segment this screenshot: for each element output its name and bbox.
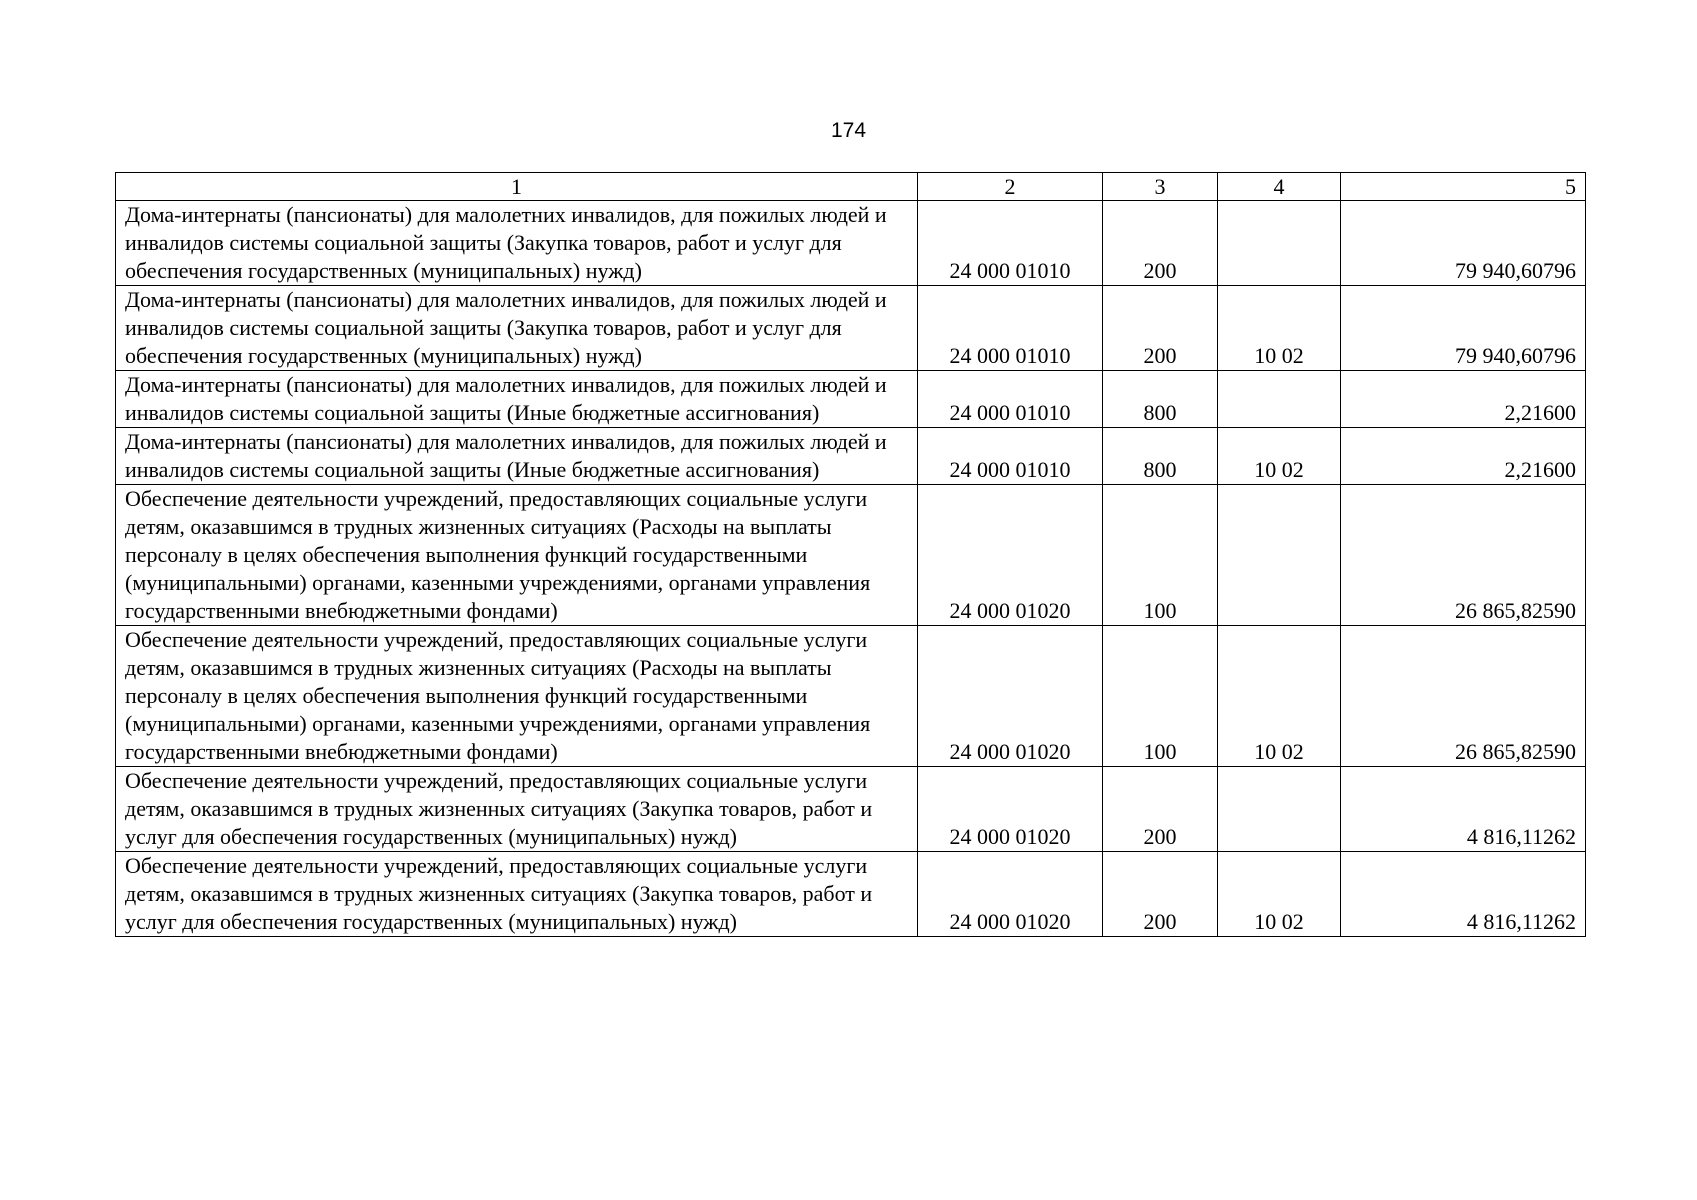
row-amount: 2,21600 (1341, 428, 1586, 485)
table-row (116, 767, 1586, 852)
row-expense-type: 800 (1103, 371, 1218, 428)
row-name: Дома-интернаты (пансионаты) для малолетних инвалидов, для пожилых людей и инвалидов системы социальной защиты (Иные бюджетные ассигнования) (116, 371, 918, 428)
row-section (1218, 767, 1341, 852)
table-row (116, 626, 1586, 767)
row-section: 10 02 (1218, 626, 1341, 767)
row-expense-type: 800 (1103, 428, 1218, 485)
row-code: 24 000 01010 (918, 371, 1103, 428)
row-amount: 4 816,11262 (1341, 767, 1586, 852)
column-header-2: 2 (918, 173, 1103, 201)
row-section: 10 02 (1218, 286, 1341, 371)
row-expense-type: 100 (1103, 626, 1218, 767)
row-amount: 79 940,60796 (1341, 286, 1586, 371)
row-section: 10 02 (1218, 852, 1341, 937)
row-code: 24 000 01020 (918, 485, 1103, 626)
page-number: 174 (830, 119, 867, 142)
row-name: Дома-интернаты (пансионаты) для малолетних инвалидов, для пожилых людей и инвалидов системы социальной защиты (Закупка товаров, работ и услуг для обеспечения государственных (муниципальных) нужд) (116, 201, 918, 286)
row-expense-type: 100 (1103, 485, 1218, 626)
row-expense-type: 200 (1103, 767, 1218, 852)
row-expense-type: 200 (1103, 852, 1218, 937)
table-row (116, 371, 1586, 428)
column-header-3: 3 (1103, 173, 1218, 201)
table-row (116, 201, 1586, 286)
row-code: 24 000 01010 (918, 201, 1103, 286)
row-amount: 4 816,11262 (1341, 852, 1586, 937)
row-code: 24 000 01010 (918, 428, 1103, 485)
row-section (1218, 485, 1341, 626)
row-section: 10 02 (1218, 428, 1341, 485)
column-header-4: 4 (1218, 173, 1341, 201)
row-name: Дома-интернаты (пансионаты) для малолетних инвалидов, для пожилых людей и инвалидов системы социальной защиты (Иные бюджетные ассигнования) (116, 428, 918, 485)
row-name: Обеспечение деятельности учреждений, предоставляющих социальные услуги детям, оказавшимся в трудных жизненных ситуациях (Закупка товаров, работ и услуг для обеспечения государственных (муниципальных) нужд) (116, 767, 918, 852)
table-header-row (116, 173, 1586, 201)
row-name: Обеспечение деятельности учреждений, предоставляющих социальные услуги детям, оказавшимся в трудных жизненных ситуациях (Расходы на выплаты персоналу в целях обеспечения выполнения функций государственными (муниципальными) органами, казенными учреждениями, органами управления государственными внебюджетными фондами) (116, 626, 918, 767)
row-section (1218, 371, 1341, 428)
row-amount: 2,21600 (1341, 371, 1586, 428)
table-row (116, 286, 1586, 371)
column-header-1: 1 (116, 173, 918, 201)
table-row (116, 485, 1586, 626)
row-name: Дома-интернаты (пансионаты) для малолетних инвалидов, для пожилых людей и инвалидов системы социальной защиты (Закупка товаров, работ и услуг для обеспечения государственных (муниципальных) нужд) (116, 286, 918, 371)
row-amount: 26 865,82590 (1341, 485, 1586, 626)
row-name: Обеспечение деятельности учреждений, предоставляющих социальные услуги детям, оказавшимся в трудных жизненных ситуациях (Расходы на выплаты персоналу в целях обеспечения выполнения функций государственными (муниципальными) органами, казенными учреждениями, органами управления государственными внебюджетными фондами) (116, 485, 918, 626)
row-code: 24 000 01020 (918, 767, 1103, 852)
row-code: 24 000 01010 (918, 286, 1103, 371)
row-section (1218, 201, 1341, 286)
row-expense-type: 200 (1103, 201, 1218, 286)
column-header-5: 5 (1341, 173, 1586, 201)
row-code: 24 000 01020 (918, 626, 1103, 767)
table-row (116, 852, 1586, 937)
table-row (116, 428, 1586, 485)
row-name: Обеспечение деятельности учреждений, предоставляющих социальные услуги детям, оказавшимся в трудных жизненных ситуациях (Закупка товаров, работ и услуг для обеспечения государственных (муниципальных) нужд) (116, 852, 918, 937)
row-amount: 79 940,60796 (1341, 201, 1586, 286)
row-code: 24 000 01020 (918, 852, 1103, 937)
budget-table (115, 172, 1586, 937)
row-expense-type: 200 (1103, 286, 1218, 371)
row-amount: 26 865,82590 (1341, 626, 1586, 767)
